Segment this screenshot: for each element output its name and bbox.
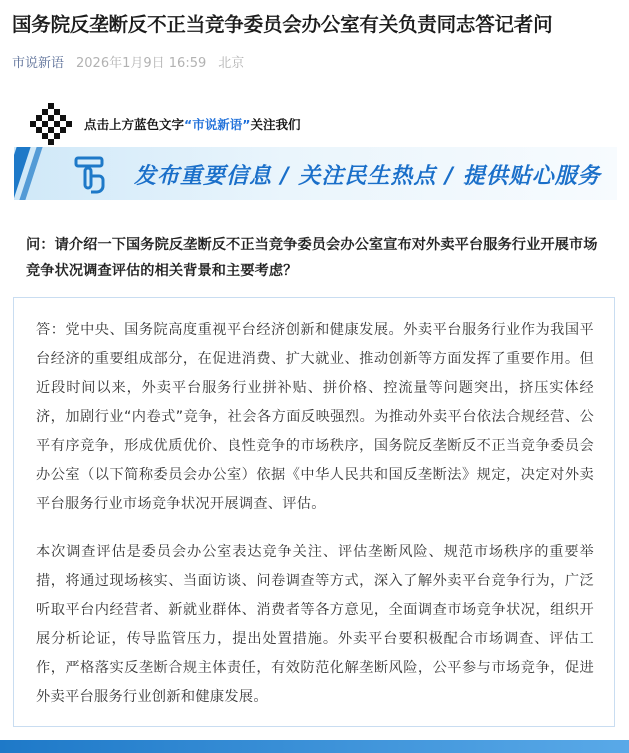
follow-suffix: 关注我们 xyxy=(250,117,301,132)
publish-datetime: 2026年1月9日 16:59 xyxy=(76,56,207,71)
banner-slogan: 发布重要信息 / 关注民生热点 / 提供贴心服务 xyxy=(134,164,601,189)
follow-prefix: 点击上方蓝色文字 xyxy=(84,117,185,132)
answer-paragraph-2: 本次调查评估是委员会办公室表达竞争关注、评估垄断风险、规范市场秩序的重要举措，将通过现场核实、当面访谈、问卷调查等方式，深入了解外卖平台竞争行为，广泛听取平台内经营者、新就业群体、消费者等各方意见，全面调查市场竞争状况，组织开展分析论证，传导监管压力，提出处置措施。外卖平台要积极配合市场调查、评估工作，严格落实反垄断合规主体责任，有效防范化解垄断风险，公平参与市场竞争，促进外卖平台服务行业创新和健康发展。 xyxy=(36,544,594,705)
follow-prompt xyxy=(28,103,618,145)
article-title: 国务院反垄断反不正当竞争委员会办公室有关负责同志答记者问 xyxy=(12,13,553,36)
follow-text xyxy=(84,115,300,133)
tap-hand-icon xyxy=(72,154,112,194)
follow-account-link[interactable]: “市说新语” xyxy=(184,117,251,132)
question-text: 问：请介绍一下国务院反垄断反不正当竞争委员会办公室宣布对外卖平台服务行业开展市场竞争状况调查评估的相关背景和主要考虑？ xyxy=(26,237,598,279)
article-meta xyxy=(12,52,244,71)
bottom-accent-bar xyxy=(0,740,629,753)
answer-box xyxy=(13,297,615,727)
account-name-link[interactable]: 市说新语 xyxy=(12,56,65,71)
slogan-banner xyxy=(14,147,617,200)
pixel-pattern-icon xyxy=(28,103,74,145)
publish-location: 北京 xyxy=(218,56,245,71)
answer-paragraph-1: 答：党中央、国务院高度重视平台经济创新和健康发展。外卖平台服务行业作为我国平台经济的重要组成部分，在促进消费、扩大就业、推动创新等方面发挥了重要作用。但近段时间以来，外卖平台服务行业拼补贴、拼价格、控流量等问题突出，挤压实体经济，加剧行业“内卷式”竞争，社会各方面反映强烈。为推动外卖平台依法合规经营、公平有序竞争，形成优质优价、良性竞争的市场秩序，国务院反垄断反不正当竞争委员会办公室（以下简称委员会办公室）依据《中华人民共和国反垄断法》规定，决定对外卖平台服务行业市场竞争状况开展调查、评估。 xyxy=(36,322,594,512)
